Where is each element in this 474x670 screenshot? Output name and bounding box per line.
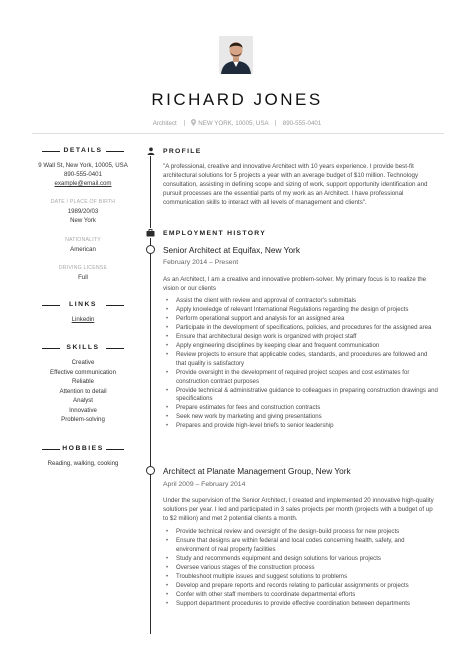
job-bullets-2	[163, 528, 439, 609]
header-subline	[0, 119, 474, 128]
list-item: • Prepare estimates for fees and construction contracts	[163, 404, 439, 413]
details-dob: 1989/20/03	[67, 208, 99, 215]
candidate-name: RICHARD JONES	[151, 90, 323, 109]
details-email-link[interactable]: example@email.com	[54, 180, 112, 187]
list-item: • Apply knowledge of relevant International Regulations regarding the design of projects	[163, 306, 439, 315]
separator	[275, 120, 276, 126]
details-birthplace: New York	[70, 217, 96, 224]
list-item: • Participate in the development of specifications, policies, and procedures for the assigned area	[163, 324, 439, 333]
list-item: • Seek new work by marketing and giving presentations	[163, 413, 439, 422]
skill-item: Innovative	[69, 406, 97, 414]
list-item: • Develop and prepare reports and records relating to particular assignments or projects	[163, 582, 439, 591]
skill-item: Reliable	[71, 378, 95, 385]
details-license: Full	[78, 274, 88, 281]
list-item: • Provide oversight in the development of required project scopes and cost estimates for construction contract purposes	[163, 369, 439, 387]
job-summary-2: Under the supervision of the Senior Architect, I created and implemented 20 innovative high-quality solutions per year. I led and participated in 3 sales projects per month (projects with a budget of up to $2 million) and met 2 potential clients a month.	[163, 497, 434, 523]
briefcase-icon	[144, 228, 157, 238]
profile-heading: PROFILE	[163, 148, 202, 155]
dob-label: DATE / PLACE OF BIRTH	[50, 199, 116, 205]
skill-item: Effective communication	[50, 368, 116, 376]
job-dates-2: April 2009 – February 2014	[163, 481, 246, 488]
list-item: • Confer with other staff members to coordinate departmental efforts	[163, 591, 439, 600]
job-bullets-1	[163, 297, 439, 431]
links-heading: LINKS	[30, 301, 136, 308]
timeline-dot	[146, 466, 155, 475]
skills-heading: SKILLS	[30, 344, 136, 351]
details-phone: 890-555-0401	[64, 171, 102, 178]
details-address: 9 Wall St, New York, 10005, USA	[38, 162, 128, 169]
list-item: • Oversee various stages of the construction process	[163, 564, 439, 573]
list-item: • Provide technical review and oversight of the design-build process for new projects	[163, 528, 439, 537]
list-item: • Troubleshoot multiple issues and suggest solutions to problems	[163, 573, 439, 582]
profile-photo	[219, 36, 253, 74]
license-label: DRIVING LICENSE	[58, 265, 108, 271]
job-title-1: Senior Architect at Equifax, New York	[163, 245, 300, 255]
location-pin-icon	[191, 119, 196, 128]
list-item: • Perform operational support and analysis for an assigned area	[163, 315, 439, 324]
list-item: • Review projects to ensure that applicable codes, standards, and procedures are followed and that quality is satisfactory	[163, 351, 439, 369]
list-item: • Apply engineering disciplines by keeping clear and frequent communication	[163, 342, 439, 351]
header-address: NEW YORK, 10005, USA	[198, 120, 269, 127]
timeline-dot	[146, 245, 155, 254]
skill-item: Problem-solving	[61, 416, 105, 423]
list-item: • Prepares and provide high-level briefs to senior leadership	[163, 422, 439, 431]
details-heading: DETAILS	[30, 147, 136, 154]
separator	[184, 120, 185, 126]
employment-heading: EMPLOYMENT HISTORY	[163, 230, 267, 237]
list-item: • Ensure that architectural design work is organized with project staff	[163, 333, 439, 342]
linkedin-link[interactable]: Linkedin	[71, 316, 95, 323]
job-summary-1: As an Architect, I am a creative and innovative problem-solver. My primary focus is to realize the vision or our clients	[163, 276, 427, 293]
hobbies-text: Reading, walking, cooking	[47, 460, 119, 467]
list-item: • Provide technical & administrative guidance to colleagues in preparing construction drawings and specifications	[163, 387, 439, 405]
hobbies-heading: HOBBIES	[30, 445, 136, 452]
timeline-line	[150, 147, 151, 634]
skill-item: Creative	[71, 359, 95, 366]
list-item: • Assist the client with review and approval of contractor's submittals	[163, 297, 439, 306]
header-phone: 890-555-0401	[282, 120, 322, 127]
job-dates-1: February 2014 – Present	[163, 259, 239, 266]
profile-text: "A professional, creative and innovative Architect with 10 years experience. I provide best-fit architectural solutions for 5 projects a year with an average budget of $10 million. Technology consultation, assisting in defining scope and sizing of work, support opportunity identification and pursuit processes are the essential parts of my work as an Architect. I have professional communication skills to interact with all levels of management and clients".	[163, 163, 428, 207]
header-divider	[32, 133, 444, 134]
skill-item: Analyst	[73, 397, 93, 404]
nationality-label: NATIONALITY	[65, 237, 101, 243]
profile-person-icon	[144, 146, 157, 156]
job-title-2: Architect at Planate Management Group, New York	[163, 466, 351, 476]
list-item: • Study and recommends equipment and design solutions for various projects	[163, 555, 439, 564]
list-item: • Support department procedures to provide effective coordination between departments	[163, 600, 439, 609]
list-item: • Ensure that designs are within federal and local codes concerning health, safety, and environment of real property facilities	[163, 537, 439, 555]
job-title: Architect	[152, 120, 177, 127]
skill-item: Attention to detail	[59, 387, 107, 395]
details-nationality: American	[70, 246, 96, 253]
